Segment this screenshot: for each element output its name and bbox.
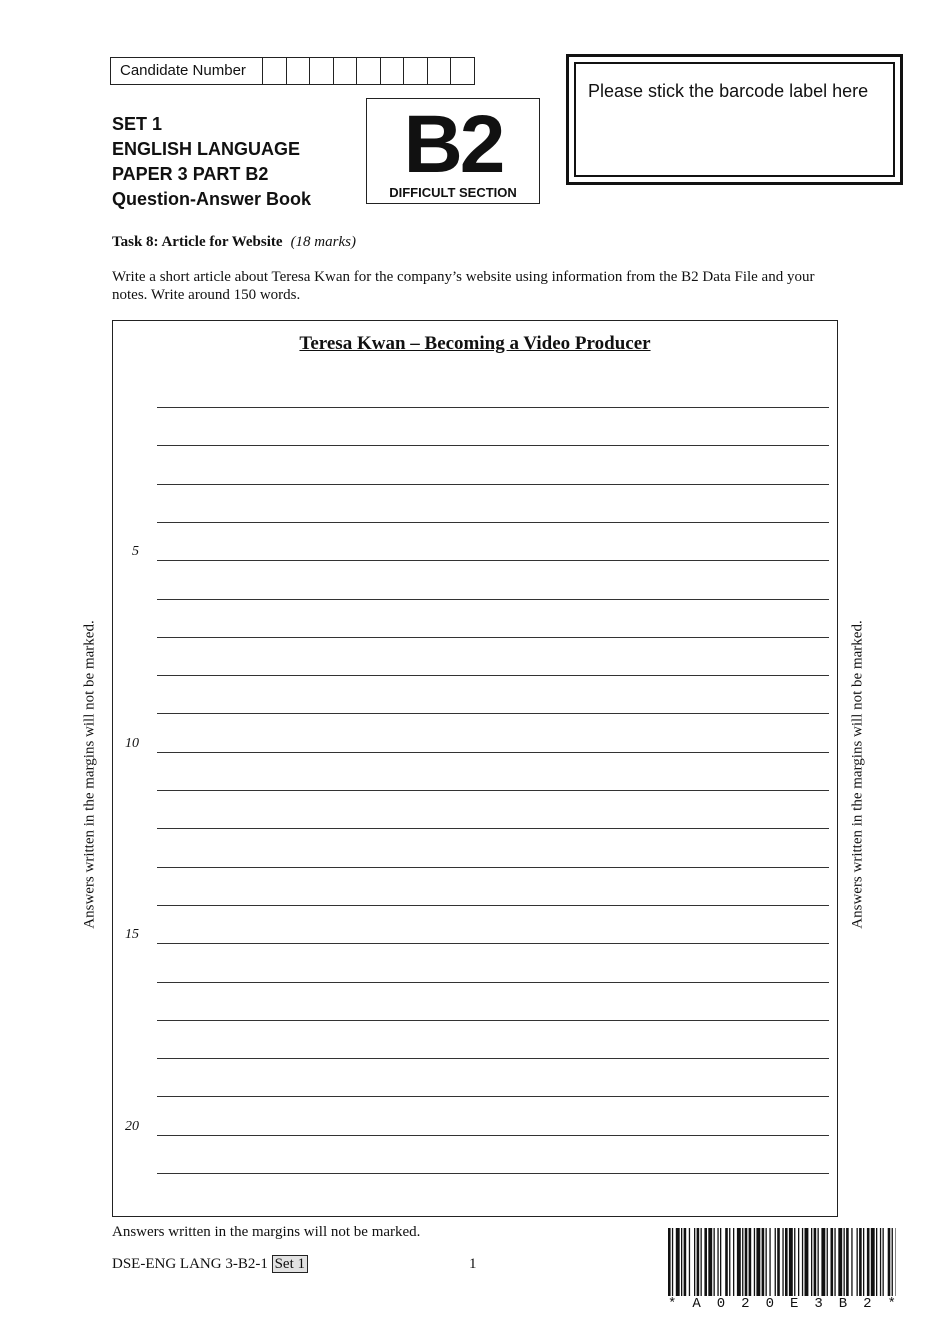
line-number-label: 15 (125, 927, 139, 943)
barcode-char: 0 (765, 1296, 774, 1312)
barcode-bar (834, 1228, 835, 1296)
candidate-number-digit-box[interactable] (428, 58, 452, 84)
answer-line[interactable] (157, 828, 829, 829)
barcode-bar (827, 1228, 828, 1296)
barcode-char: 3 (814, 1296, 823, 1312)
barcode-bar (708, 1228, 712, 1296)
answer-line[interactable] (157, 713, 829, 714)
answer-line[interactable] (157, 752, 829, 753)
left-margin-note: Answers written in the margins will not be marked. (81, 620, 98, 929)
section-code: B2 (403, 99, 503, 190)
barcode-bar (733, 1228, 734, 1296)
answer-line[interactable] (157, 445, 829, 446)
barcode-bar (745, 1228, 748, 1296)
barcode-bar (859, 1228, 862, 1296)
barcode-bar (749, 1228, 752, 1296)
answer-line[interactable] (157, 675, 829, 676)
barcode-bar (775, 1228, 776, 1296)
barcode-bar (668, 1228, 671, 1296)
candidate-number-boxes (263, 58, 474, 84)
page-number: 1 (469, 1256, 477, 1272)
barcode-bar (851, 1228, 852, 1296)
barcode-bar (762, 1228, 765, 1296)
barcode-bar (880, 1228, 881, 1296)
barcode-bar (871, 1228, 875, 1296)
barcode-bar (737, 1228, 741, 1296)
answer-line[interactable] (157, 1096, 829, 1097)
task-instructions: Write a short article about Teresa Kwan for the company’s website using information from the B2 Data File and your notes. Write around 150 words. (112, 269, 815, 303)
barcode-bar (818, 1228, 819, 1296)
barcode-bar (701, 1228, 702, 1296)
barcode-bar (725, 1228, 728, 1296)
line-number-label: 5 (132, 544, 139, 560)
barcode-label-inner-frame (574, 62, 895, 177)
barcode-bar (782, 1228, 783, 1296)
barcode-bar (876, 1228, 877, 1296)
line-number-label: 10 (125, 735, 139, 751)
barcode-bar (821, 1228, 825, 1296)
candidate-number-digit-box[interactable] (334, 58, 358, 84)
task-title: Task 8: Article for Website (112, 234, 283, 250)
barcode-label-area (566, 54, 903, 185)
answer-line[interactable] (157, 484, 829, 485)
candidate-number-field (110, 57, 475, 85)
barcode-bar (689, 1228, 690, 1296)
answer-line[interactable] (157, 982, 829, 983)
candidate-number-label: Candidate Number (111, 58, 263, 84)
barcode-char: 2 (863, 1296, 872, 1312)
barcode-bar (794, 1228, 795, 1296)
right-margin-note: Answers written in the margins will not be marked. (849, 620, 866, 929)
paper-title (112, 112, 311, 212)
answer-line[interactable] (157, 599, 829, 600)
barcode-bar (742, 1228, 743, 1296)
candidate-number-digit-box[interactable] (451, 58, 474, 84)
candidate-number-digit-box[interactable] (287, 58, 311, 84)
section-label: DIFFICULT SECTION (389, 185, 517, 200)
paper-title-line: PAPER 3 PART B2 (112, 164, 269, 184)
paper-code (112, 1256, 308, 1273)
answer-line[interactable] (157, 637, 829, 638)
barcode-bar (888, 1228, 891, 1296)
barcode-bar (814, 1228, 817, 1296)
barcode-char: E (789, 1296, 799, 1312)
barcode-bar (785, 1228, 788, 1296)
barcode-bar (672, 1228, 673, 1296)
barcode-bar (846, 1228, 849, 1296)
candidate-number-digit-box[interactable] (404, 58, 428, 84)
candidate-number-digit-box[interactable] (263, 58, 287, 84)
candidate-number-digit-box[interactable] (381, 58, 405, 84)
answer-line[interactable] (157, 1020, 829, 1021)
barcode-bar (844, 1228, 845, 1296)
answer-line[interactable] (157, 522, 829, 523)
barcode-bar (896, 1228, 897, 1296)
barcode-bar (811, 1228, 812, 1296)
candidate-number-digit-box[interactable] (310, 58, 334, 84)
barcode-bar (883, 1228, 884, 1296)
answer-line[interactable] (157, 560, 829, 561)
barcode-char: 2 (741, 1296, 750, 1312)
barcode-bar (802, 1228, 803, 1296)
barcode-char: 0 (716, 1296, 726, 1312)
article-title: Teresa Kwan – Becoming a Video Producer (299, 333, 651, 354)
answer-line[interactable] (157, 1058, 829, 1059)
answer-line[interactable] (157, 905, 829, 906)
barcode-bar (766, 1228, 767, 1296)
barcode-bar (838, 1228, 842, 1296)
barcode-bar (714, 1228, 715, 1296)
barcode-bar (717, 1228, 718, 1296)
barcode-bar (769, 1228, 770, 1296)
barcode-bar (863, 1228, 864, 1296)
candidate-number-digit-box[interactable] (357, 58, 381, 84)
barcode-bar (777, 1228, 780, 1296)
barcode-bar (697, 1228, 700, 1296)
barcode-bar (805, 1228, 809, 1296)
paper-code-text: DSE-ENG LANG 3-B2-1 (112, 1256, 268, 1272)
barcode-bar (756, 1228, 760, 1296)
barcode-bar (867, 1228, 870, 1296)
barcode-bar (798, 1228, 799, 1296)
paper-title-line: Question-Answer Book (112, 189, 312, 209)
barcode-char: B (838, 1296, 848, 1312)
answer-line[interactable] (157, 1173, 829, 1174)
barcode-text (668, 1296, 896, 1312)
barcode-bar (831, 1228, 834, 1296)
section-badge (366, 98, 540, 204)
answer-line[interactable] (157, 867, 829, 868)
barcode-bar (681, 1228, 682, 1296)
barcode-char: * (887, 1296, 896, 1312)
set-label: Set 1 (272, 1255, 308, 1273)
barcode-bar (704, 1228, 707, 1296)
barcode-image (668, 1228, 896, 1296)
answer-line[interactable] (157, 1135, 829, 1136)
answer-line[interactable] (157, 407, 829, 408)
paper-title-line: SET 1 (112, 114, 163, 134)
barcode-bar (694, 1228, 695, 1296)
barcode-char: * (668, 1296, 677, 1312)
barcode-bar (789, 1228, 793, 1296)
task-marks: (18 marks) (290, 234, 356, 250)
barcode-char: A (692, 1296, 701, 1312)
task-heading (112, 234, 356, 251)
paper-title-line: ENGLISH LANGUAGE (112, 139, 301, 159)
barcode-bar (754, 1228, 755, 1296)
barcode-bar (857, 1228, 858, 1296)
barcode-bar (720, 1228, 721, 1296)
barcode-bar (676, 1228, 680, 1296)
footer-margin-note: Answers written in the margins will not be marked. (112, 1224, 421, 1240)
barcode-label-text: Please stick the barcode label here (588, 81, 869, 101)
answer-frame (112, 320, 838, 1217)
answer-line[interactable] (157, 790, 829, 791)
answer-line[interactable] (157, 943, 829, 944)
line-number-label: 20 (125, 1118, 139, 1134)
barcode-bar (729, 1228, 730, 1296)
barcode-bar (892, 1228, 893, 1296)
barcode-bar (684, 1228, 687, 1296)
